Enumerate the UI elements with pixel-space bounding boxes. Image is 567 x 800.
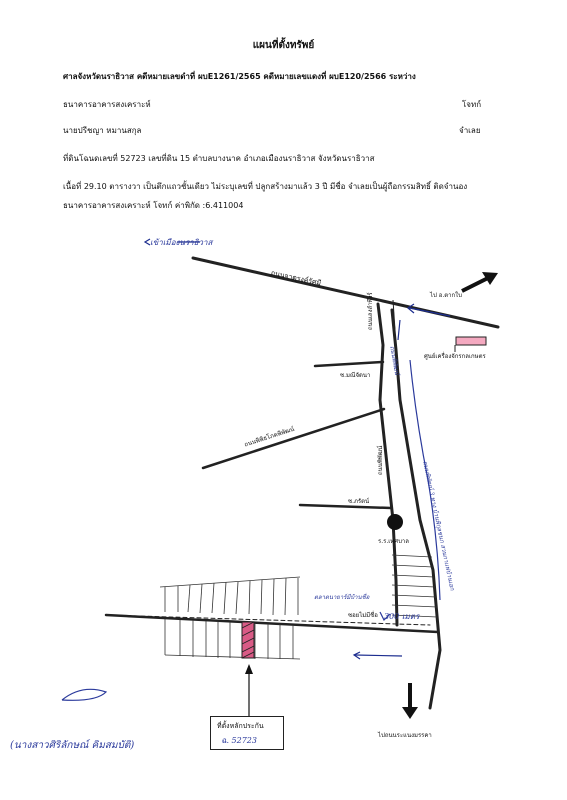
arrow-to-takbai-icon <box>462 272 498 291</box>
signature-name: (นางสาวศิริลักษณ์ คิมสมบัติ) <box>10 740 135 751</box>
to-takbai-label: ไป อ.ตากใบ <box>430 292 462 299</box>
soi-manee-label: ซ.มณีจัดนา <box>340 372 371 379</box>
signature-scrawl <box>62 689 106 700</box>
area-line-1: เนื้อที่ 29.10 ตารางวา เป็นตึกแถวชั้นเดียว ไม่ระบุเลขที่ ปลูกสร้างมาแล้ว 3 ปี มีชื่อ จำเลยเป็นผู้ถือกรรมสิทธิ์ ติดจำนอง <box>63 182 468 191</box>
road-lamphoen-label: ถนนเลงลำพึงร์ <box>367 292 374 330</box>
distance-label: 300 เมตร <box>384 612 420 621</box>
road-phiphit-label: ถนนพิพิธโภคพิพัฒน์ <box>243 425 296 449</box>
collateral-label-box <box>210 716 284 750</box>
road-vertical-label: ถนนพิพัฒน์ <box>377 445 384 475</box>
school-marker <box>387 514 403 530</box>
road-hand-vertical-label: ถนนพิพัฒน์ <box>388 345 401 376</box>
school-label: ร.ร.เทศบาล <box>378 538 409 545</box>
collateral-label-line2: ฉ. 52723 <box>221 736 257 745</box>
area-line-2: ธนาคารอาคารสงเคราะห์ โจทก์ ค่าพิกัด :6.411004 <box>63 201 244 210</box>
collateral-label-line1: ที่ตั้งหลักประกัน <box>217 722 264 730</box>
to-ban-label: ไปถนนระแนงมรรคา <box>378 732 432 739</box>
soi-pattharat-line <box>300 505 391 508</box>
road-hand-right-label: ถนนพิพัฒน์ 3 ทาง บ้านพิกุลชนก สวนกาแฟบ้านเอก <box>421 460 456 592</box>
parcel-pointer-arrow-icon <box>245 664 253 716</box>
direction-arrows <box>145 239 450 659</box>
plaintiff-role: โจทก์ <box>462 100 482 109</box>
defendant-name: นายปรีชญา หมานสกุล <box>63 126 142 135</box>
to-city-label: เข้าเมืองนราธิวาส <box>150 238 213 247</box>
road-phiphit-line <box>203 409 384 468</box>
collateral-parcel-marker <box>242 622 254 658</box>
arrow-south-icon <box>402 683 418 719</box>
soi-mai-label: ซอยไม่มีชื่อ <box>348 612 378 619</box>
page-title: แผนที่ตั้งทรัพย์ <box>252 40 315 51</box>
road-main-label: ถนนจาตุรงค์รัศมี <box>270 268 322 288</box>
soi-pattharat-label: ซ.ภรัตน์ <box>348 498 370 505</box>
land-deed-line: ที่ดินโฉนดเลขที่ 52723 เลขที่ดิน 15 ตำบลบางนาค อำเภอเมืองนราธิวาส จังหวัดนราธิวาส <box>63 154 375 163</box>
plaintiff-name: ธนาคารอาคารสงเคราะห์ <box>63 100 151 109</box>
market-center-label: ศูนย์เครื่องจักรกลเกษตร <box>424 353 486 360</box>
defendant-role: จำเลย <box>459 126 481 135</box>
soi-manee-line <box>315 362 383 366</box>
court-case-line: ศาลจังหวัดนราธิวาส คดีหมายเลขดำที่ ผบE1261/2565 คดีหมายเลขแดงที่ ผบE120/2566 ระหว่าง <box>63 72 416 81</box>
parcel-hand-label: ตลาดนายาร์มีบ้านชื่อ <box>314 594 370 601</box>
market-center-marker <box>456 337 486 345</box>
